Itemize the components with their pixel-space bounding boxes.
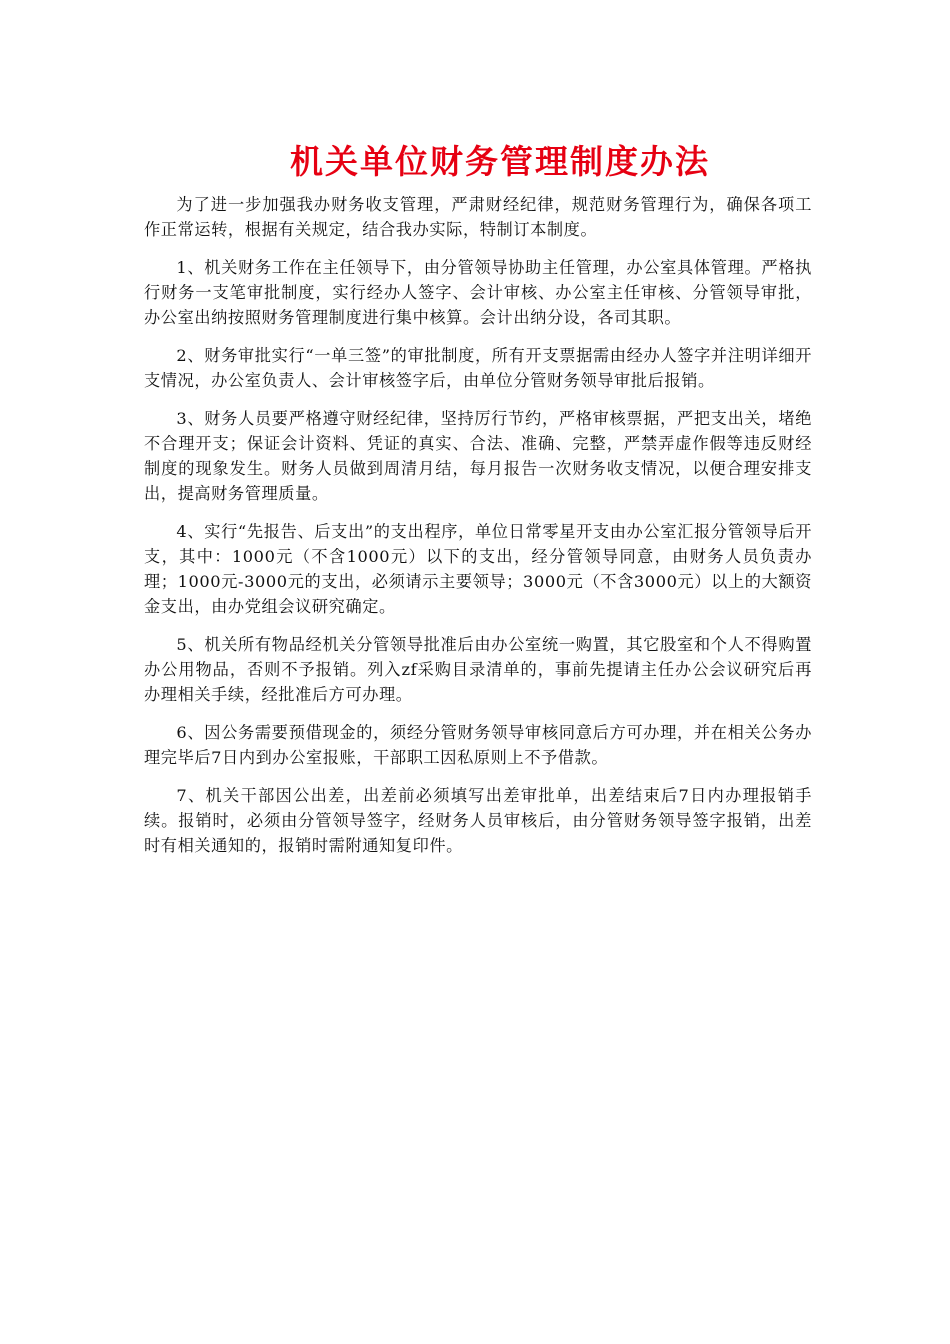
clause-4-paragraph: 4、实行“先报告、后支出”的支出程序，单位日常零星开支由办公室汇报分管领导后开支，其中：1000元（不含1000元）以下的支出，经分管领导同意，由财务人员负责办理；1000元-3000元的支出，必须请示主要领导；3000元（不含3000元）以上的大额资金支出，由办党组会议研究确定。 xyxy=(144,522,812,616)
clause-6-paragraph: 6、因公务需要预借现金的，须经分管财务领导审核同意后方可办理，并在相关公务办理完毕后7日内到办公室报账，干部职工因私原则上不予借款。 xyxy=(144,723,812,767)
clause-3-paragraph: 3、财务人员要严格遵守财经纪律，坚持厉行节约，严格审核票据，严把支出关，堵绝不合理开支；保证会计资料、凭证的真实、合法、准确、完整，严禁弄虚作假等违反财经制度的现象发生。财务人员做到周清月结，每月报告一次财务收支情况，以便合理安排支出，提高财务管理质量。 xyxy=(144,409,812,503)
intro-paragraph: 为了进一步加强我办财务收支管理，严肃财经纪律，规范财务管理行为，确保各项工作正常运转，根据有关规定，结合我办实际，特制订本制度。 xyxy=(144,195,812,239)
clause-1-paragraph: 1、机关财务工作在主任领导下，由分管领导协助主任管理，办公室具体管理。严格执行财务一支笔审批制度，实行经办人签字、会计审核、办公室主任审核、分管领导审批，办公室出纳按照财务管理制度进行集中核算。会计出纳分设，各司其职。 xyxy=(144,258,812,327)
document-title: 机关单位财务管理制度办法 xyxy=(290,142,710,181)
clause-5-paragraph: 5、机关所有物品经机关分管领导批准后由办公室统一购置，其它股室和个人不得购置办公用物品，否则不予报销。列入zf采购目录清单的，事前先提请主任办公会议研究后再办理相关手续，经批准后方可办理。 xyxy=(144,635,812,704)
clause-7-paragraph: 7、机关干部因公出差，出差前必须填写出差审批单，出差结束后7日内办理报销手续。报销时，必须由分管领导签字，经财务人员审核后，由分管财务领导签字报销，出差时有相关通知的，报销时需附通知复印件。 xyxy=(144,786,812,855)
clause-2-paragraph: 2、财务审批实行“一单三签”的审批制度，所有开支票据需由经办人签字并注明详细开支情况，办公室负责人、会计审核签字后，由单位分管财务领导审批后报销。 xyxy=(144,346,812,390)
document-body xyxy=(144,192,812,871)
